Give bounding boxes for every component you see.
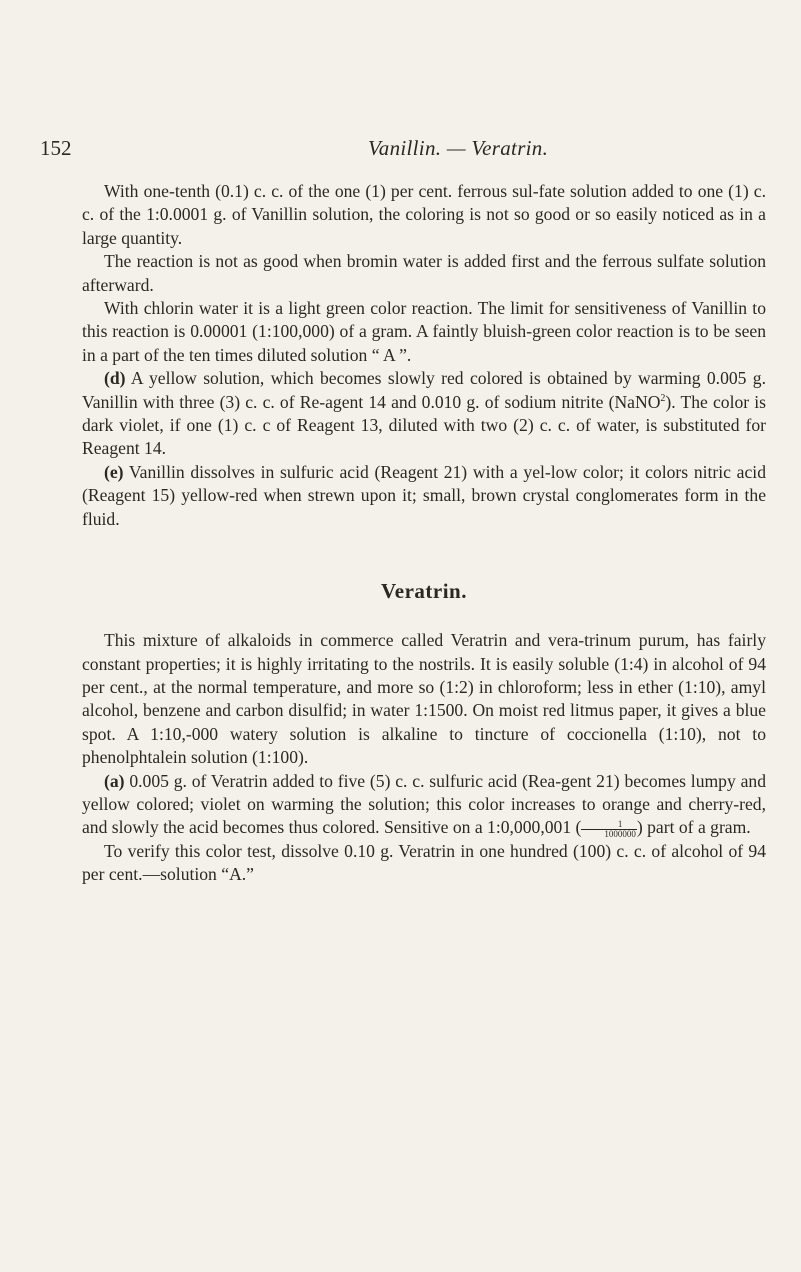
body-text: [82, 180, 766, 887]
vanillin-paragraph-2: The reaction is not as good when bromin water is added first and the ferrous sulfate solution afterward.: [82, 251, 766, 295]
superscript-2: 2: [660, 392, 666, 404]
veratrin-paragraph-1: This mixture of alkaloids in commerce called Veratrin and vera-trinum purum, has fairly constant properties; it is highly irritating to the nostrils. It is easily soluble (1:4) in alcohol of 94 per cent., at the normal temperature, and more so (1:2) in chloroform; less in ether (1:10), amyl alcohol, benzene and carbon disulfid; in water 1:1500. On moist red litmus paper, it gives a blue spot. A 1:10,-000 watery solution is alkaline to tincture of coccionella (1:10), not to phenolphtalein solution (1:100).: [82, 630, 766, 768]
paragraph-marker-e: (e): [104, 461, 124, 482]
veratrin-paragraph-a-text: 0.005 g. of Veratrin added to five (5) c. c. sulfuric acid (Rea-gent 21) becomes lumpy and yellow colored; violet on warming the solution; this color increases to orange and cherry-red, and slowly the acid becomes thus colored. Sensitive on a 1:0,000,001 (: [82, 770, 766, 838]
running-head: [40, 134, 760, 162]
veratrin-paragraph-a-text-end: ) part of a gram.: [636, 817, 751, 838]
running-title: Vanillin. — Veratrin.: [368, 136, 549, 160]
section-heading-veratrin: Veratrin.: [381, 579, 467, 604]
fraction-numerator: 1: [581, 820, 637, 830]
vanillin-paragraph-d-text: A yellow solution, which becomes slowly red colored is obtained by warming 0.005 g. Vanillin with three (3) c. c. of Re-agent 14 and 0.010 g. of sodium nitrite (NaNO: [82, 368, 766, 412]
fraction-denominator: 1000000: [604, 828, 636, 839]
vanillin-paragraph-d: [82, 367, 766, 461]
vanillin-paragraph-d-text-end: ). The color is dark violet, if one (1) c. c of Reagent 13, diluted with two (2) c. c. of water, is substituted for Reagent 14.: [82, 391, 767, 459]
veratrin-paragraph-a: [82, 770, 766, 840]
vanillin-paragraph-1: With one-tenth (0.1) c. c. of the one (1) per cent. ferrous sul-fate solution added to one (1) c. c. of the 1:0.0001 g. of Vanillin solution, the coloring is not so good or so easily noticed as in a large quantity.: [82, 181, 766, 248]
vanillin-paragraph-e-text: Vanillin dissolves in sulfuric acid (Reagent 21) with a yel-low color; it colors nitric acid (Reagent 15) yellow-red when strewn upon it; small, brown crystal conglomerates form in the fluid.: [82, 461, 766, 529]
paragraph-marker-d: (d): [104, 368, 126, 389]
fraction: [581, 820, 637, 839]
page-number: 152: [40, 136, 72, 160]
paragraph-marker-a: (a): [104, 770, 125, 791]
vanillin-paragraph-e: [82, 461, 766, 531]
veratrin-paragraph-verify: To verify this color test, dissolve 0.10 g. Veratrin in one hundred (100) c. c. of alcohol of 94 per cent.—solution “A.”: [82, 840, 766, 885]
vanillin-paragraph-3: With chlorin water it is a light green color reaction. The limit for sensitiveness of Vanillin to this reaction is 0.00001 (1:100,000) of a gram. A faintly bluish-green color reaction is to be seen in a part of the ten times diluted solution “ A ”.: [82, 298, 766, 365]
